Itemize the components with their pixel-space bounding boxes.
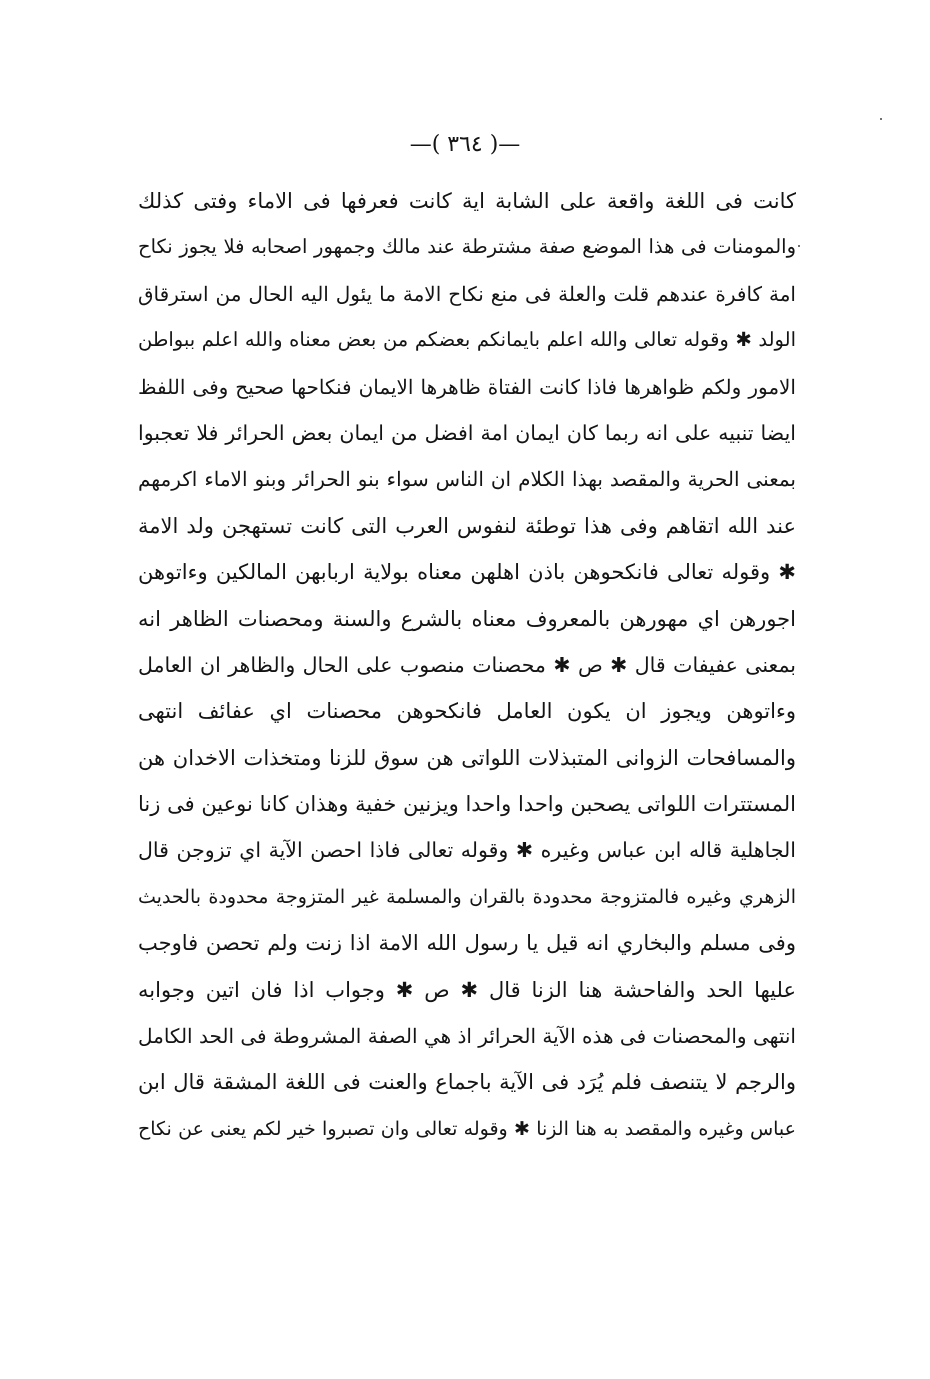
text-line: عباس وغيره والمقصد به هنا الزنا ✱ وقوله تعالى وان تصبروا خير لكم يعنى عن نكاح — [138, 1117, 796, 1140]
text-line: ايضا تنبيه على انه ربما كان ايمان امة افضل من ايمان بعض الحرائر فلا تعجبوا — [138, 420, 796, 445]
text-line: الولد ✱ وقوله تعالى والله اعلم بايمانكم بعضكم من بعض معناه والله اعلم ببواطن — [138, 328, 796, 352]
text-line: والمسافحات الزوانى المتبذلات اللواتى هن سوق للزنا ومتخذات الاخدان هن — [138, 745, 796, 770]
text-line: عند الله اتقاهم وفى هذا توطئة لنفوس العرب التى كانت تستهجن ولد الامة — [138, 513, 796, 538]
text-line: امة كافرة عندهم قلت والعلة فى منع نكاح الامة ما يئول اليه الحال من استرقاق — [138, 281, 796, 306]
text-line: وفى مسلم والبخاري انه قيل يا رسول الله الامة اذا زنت ولم تحصن فاوجب — [138, 931, 796, 956]
body-text — [138, 178, 796, 1152]
text-line: بمعنى الحرية والمقصد بهذا الكلام ان الناس سواء بنو الحرائر وبنو الاماء اكرمهم — [138, 467, 796, 492]
text-line: اجورهن اي مهورهن بالمعروف معناه بالشرع والسنة ومحصنات الظاهر انه — [138, 606, 796, 631]
scan-speck — [798, 245, 800, 247]
text-line: ✱ وقوله تعالى فانكحوهن باذن اهلهن معناه بولاية اربابهن المالكين وءاتوهن — [138, 560, 796, 585]
text-line: المستترات اللواتى يصحبن واحدا واحدا ويزنين خفية وهذان كانا نوعين فى زنا — [138, 792, 796, 817]
text-line: والمومنات فى هذا الموضع صفة مشترطة عند مالك وجمهور اصحابه فلا يجوز نكاح — [138, 235, 796, 259]
scan-speck — [880, 118, 882, 120]
text-line: انتهى والمحصنات فى هذه الآية الحرائر اذ هي الصفة المشروطة فى الحد الكامل — [138, 1024, 796, 1049]
text-line: الامور ولكم ظواهرها فاذا كانت الفتاة ظاهرها الايمان فنكاحها صحيح وفى اللفظ — [138, 374, 796, 399]
text-line: كانت فى اللغة واقعة على الشابة اية كانت فعرفها فى الاماء وفتى كذلك — [138, 189, 796, 213]
text-line: الزهري وغيره فالمتزوجة محدودة بالقران والمسلمة غير المتزوجة محدودة بالحديث — [138, 885, 796, 908]
text-line: والرجم لا يتنصف فلم يُرَد فى الآية باجماع والعنت فى اللغة المشقة قال ابن — [138, 1070, 796, 1095]
text-line: بمعنى عفيفات قال ✱ ص ✱ محصنات منصوب على الحال والظاهر ان العامل — [138, 652, 796, 677]
text-line: وءاتوهن ويجوز ان يكون العامل فانكحوهن محصنات اي عفائف انتهى — [138, 699, 796, 724]
text-line: الجاهلية قاله ابن عباس وغيره ✱ وقوله تعالى فاذا احصن الآية اي تزوجن قال — [138, 838, 796, 863]
text-line: عليها الحد والفاحشة هنا الزنا قال ✱ ص ✱ وجواب اذا فان اتين وجوابه — [138, 977, 796, 1002]
page-number: —( ٣٦٤ )— — [409, 132, 521, 157]
